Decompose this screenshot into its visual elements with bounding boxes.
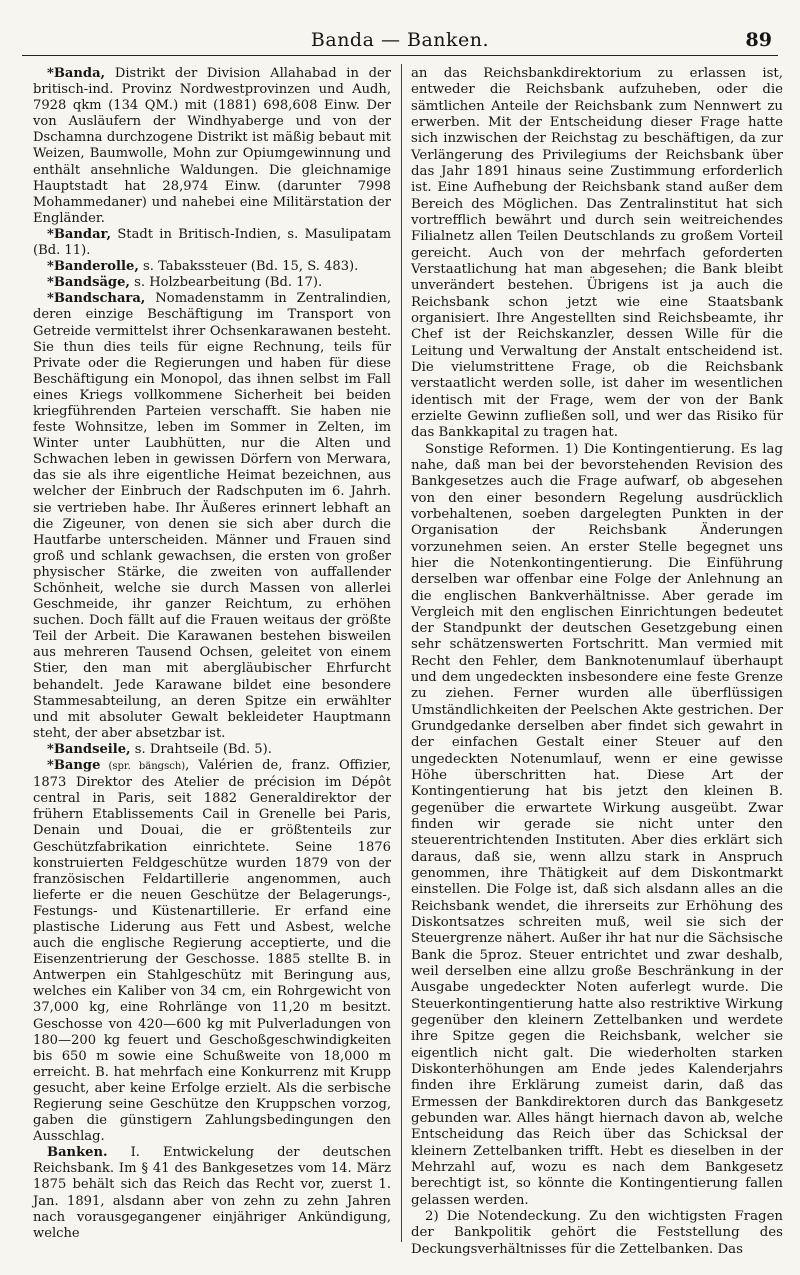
running-title: Banda — Banken.	[310, 29, 490, 51]
entry-banda	[33, 66, 391, 227]
paragraph-text: an das Reichsbankdirektorium zu erlassen ist, entweder die Reichsbank aufzuheben, oder die sämtlichen Anteile der Reichsbank zum Nennwert zu erwerben. Mit der Entscheidung dieser Frage hatte sich inzwischen der Reichstag zu beschäftigen, da zur Verlängerung des Privilegiums der Reichsbank über das Jahr 1891 hinaus seine Zustimmung erforderlich ist. Eine Aufhebung der Reichsbank stand außer dem Bereich des Möglichen. Das Zentralinstitut hat sich vortrefflich bewährt und durch sein weitreichendes Filialnetz allen Teilen Deutschlands zu großem Vorteil gereicht. Auch von der mehrfach geforderten Verstaatlichung hat man abgesehen; die Bank bleibt unverändert bestehen. Übrigens ist ja auch die Reichsbank schon jetzt wie eine Staatsbank organisiert. Ihre Angestellten sind Reichsbeamte, ihr Chef ist der Reichskanzler, dessen Wille für die Leitung und Verwaltung der Anstalt entscheidend ist. Die vielumstrittene Frage, ob die Reichsbank verstaatlicht werden solle, ist daher im wesentlichen identisch mit der Frage, wem der von der Bank erzielte Gewinn zufließen soll, und wer das Risiko für das Bankkapital zu tragen hat.	[411, 66, 783, 441]
entry-text: s. Drahtseile (Bd. 5).	[130, 741, 272, 757]
entry-keyword: Banken.	[47, 1145, 108, 1161]
entry-bandsaege	[33, 275, 391, 291]
paragraph-notendeckung	[411, 1209, 783, 1258]
entry-text: , Valérien de, franz. Offizier, 1873 Direktor des Atelier de précision im Dépôt central in Paris, seit 1882 Generaldirektor der frühern Etablissements Cail in Grenelle bei Paris, Denain und Douai, die er größtenteils zur Geschützfabrikation einrichtete. Seine 1876 konstruierten Feldgeschütze wurden 1879 von der französischen Feldartillerie angenommen, auch lieferte er die neuen Geschütze der Belagerungs-, Festungs- und Küstenartillerie. Er erfand eine plastische Liderung aus Fett und Asbest, welche auch die englische Regierung acceptierte, und die Eisenzentrierung der Geschosse. 1885 stellte B. in Antwerpen ein Stahlgeschütz mit Beringung aus, welches ein Kaliber von 34 cm, ein Rohrgewicht von 37,000 kg, eine Rohrlänge von 11,20 m besitzt. Geschosse von 420—600 kg mit Pulverladungen von 180—200 kg feuert und Geschoßgeschwindigkeiten bis 650 m sowie eine Schußweite von 18,000 m erreicht. B. hat mehrfach eine Konkurrenz mit Krupp gesucht, aber keine Erfolge erzielt. Als die serbische Regierung seine Geschütze den Kruppschen vorzog, gaben die günstigern Zahlungsbedingungen den Ausschlag.	[33, 758, 391, 1145]
entry-text: Nomadenstamm in Zentralindien, deren einzige Beschäftigung im Transport von Getreide vermittelst ihrer Ochsenkarawanen besteht. Sie thun dies teils für eigne Rechnung, teils für Private oder die Regierungen und haben für diese Beschäftigung ein Monopol, das ihnen selbst im Fall eines Kriegs vollkommene Sicherheit bei beiden kriegführenden Parteien verschafft. Sie haben nie feste Wohnsitze, leben im Sommer in Zelten, im Winter unter Laubhütten, nur die Alten und Schwachen leben in gewissen Dörfern von Merwara, das sie als ihre eigentliche Heimat bezeichnen, aus welcher der Einbruch der Radschputen im 6. Jahrh. sie vertrieben habe. Ihr Äußeres erinnert lebhaft an die Zigeuner, von denen sie sich aber durch die Hautfarbe unterscheiden. Männer und Frauen sind groß und schlank gewachsen, die ersten von großer physischer Stärke, die zweiten von auffallender Schönheit, welche sie durch Massen von allerlei Geschmeide, ihr ganzer Reichtum, zu erhöhen suchen. Doch fällt auf die Frauen weitaus der größte Teil der Arbeit. Die Karawanen bestehen bisweilen aus mehreren Tausend Ochsen, geleitet von einem Stier, den man mit abergläubischer Ehrfurcht behandelt. Jede Karawane bildet eine besondere Stammesabteilung, an deren Spitze ein erwählter und mit absoluter Gewalt bekleideter Hauptmann steht, der aber absetzbar ist.	[33, 291, 391, 741]
page-number: 89	[745, 29, 772, 51]
paragraph-continuation	[411, 66, 783, 442]
entry-bandseile	[33, 742, 391, 758]
entry-bange	[33, 758, 391, 1145]
right-column	[411, 66, 783, 1258]
entry-bandar	[33, 227, 391, 259]
column-divider	[401, 64, 402, 1242]
entry-banken	[33, 1145, 391, 1242]
entry-text: Stadt in Britisch-Indien, s. Masulipatam (Bd. 11).	[33, 226, 391, 259]
entry-keyword: *Bange	[47, 758, 101, 774]
paragraph-sonstige-reformen	[411, 442, 783, 1209]
paragraph-text: Sonstige Reformen. 1) Die Kontingentierung. Es lag nahe, daß man bei der bevorstehenden Revision des Bankgesetzes auch die Frage aufwarf, ob abgesehen von den einer besondern Regelung ausdrücklich vorbehaltenen, soeben dargelegten Punkten in der Organisation der Reichsbank Änderungen vorzunehmen seien. An erster Stelle begegnet uns hier die Notenkontingentierung. Die Einführung derselben war offenbar eine Folge der Anlehnung an die englischen Bankverhältnisse. Aber gerade im Vergleich mit den englischen Einrichtungen bedeutet der Standpunkt der deutschen Gesetzgebung einen sehr schätzenswerten Fortschritt. Man vermied mit Recht den Fehler, dem Banknotenumlauf überhaupt und dem ungedeckten insbesondere eine feste Grenze zu ziehen. Ferner wurden alle überflüssigen Umständlichkeiten der Peelschen Akte gestrichen. Der Grundgedanke derselben aber findet sich gewahrt in der einfachen Gestalt einer Steuer auf den ungedeckten Notenumlauf, wenn er eine gewisse Höhe überschritten hat. Diese Art der Kontingentierung hat bis jetzt den kleinen B. gegenüber die erwartete Wirkung ausgeübt. Zwar finden wir gerade sie nicht unter den steuerentrichtenden Instituten. Aber dies erklärt sich daraus, daß sie, wenn allzu stark in Anspruch genommen, ihre Thätigkeit auf dem Diskontmarkt einstellen. Die Folge ist, daß sich alsdann alles an die Reichsbank wendet, die ihrerseits zur Erhöhung des Diskontsatzes schreiten muß, weil sie sich der Steuergrenze nähert. Außer ihr hat nur die Sächsische Bank die 5proz. Steuer entrichtet und zwar deshalb, weil derselben eine allzu große Beschränkung in der Ausgabe ungedeckter Noten auferlegt wurde. Die Steuerkontingentierung hatte also restriktive Wirkung gegenüber den kleinern Zettelbanken und werdete ihre Spitze gegen die Reichsbank, welcher sie eigentlich nicht galt. Die wiederholten starken Diskonterhöhungen am Ende jedes Kalenderjahrs finden ihre Erklärung zumeist darin, daß das Ermessen der Bankdirektoren durch das Bankgesetz gebunden war. Alles hängt hiernach davon ab, welche Entscheidung das Reich über das Schicksal der kleinern Zettelbanken trifft. Hebt es dieselben in der Mehrzahl auf, wozu es nach dem Bankgesetz berechtigt ist, so könnte die Kontingentierung fallen gelassen werden.	[411, 441, 783, 1208]
page-header	[22, 27, 778, 56]
entry-text: s. Tabakssteuer (Bd. 15, S. 483).	[138, 259, 359, 275]
entry-keyword: *Bandseile,	[47, 741, 131, 757]
entry-text: s. Holzbearbeitung (Bd. 17).	[129, 275, 323, 291]
entry-keyword: *Bandschara,	[47, 291, 146, 307]
entry-keyword: *Banda,	[47, 66, 106, 81]
paragraph-text: 2) Die Notendeckung. Zu den wichtigsten Fragen der Bankpolitik gehört die Feststellung des Deckungsverhältnisses für die Zettelbanken. Das	[411, 1208, 783, 1257]
entry-bandschara	[33, 291, 391, 742]
entry-keyword: *Bandsäge,	[47, 275, 130, 291]
pronunciation-note: (spr. bängsch)	[100, 761, 186, 773]
entry-text: I. Entwickelung der deutschen Reichsbank. Im § 41 des Bankgesetzes vom 14. März 1875 behält sich das Reich das Recht vor, zuerst 1. Jan. 1891, alsdann aber von zehn zu zehn Jahren nach vorausgegangener einjähriger Ankündigung, welche	[33, 1145, 391, 1241]
entry-text: Distrikt der Division Allahabad in der britisch-ind. Provinz Nordwestprovinzen und Audh, 7928 qkm (134 QM.) mit (1881) 698,608 Einw. Der von Ausläufern der Windhyaberge und von der Dschamna durchzogene Distrikt ist mäßig bebaut mit Weizen, Baumwolle, Mohn zur Opiumgewinnung und enthält ansehnliche Waldungen. Die gleichnamige Hauptstadt hat 28,974 Einw. (darunter 7998 Mohammedaner) und nahebei eine Militärstation der Engländer.	[33, 66, 391, 226]
entry-keyword: *Bandar,	[47, 226, 112, 242]
entry-banderolle	[33, 259, 391, 275]
entry-keyword: *Banderolle,	[47, 259, 139, 275]
left-column	[33, 66, 391, 1242]
